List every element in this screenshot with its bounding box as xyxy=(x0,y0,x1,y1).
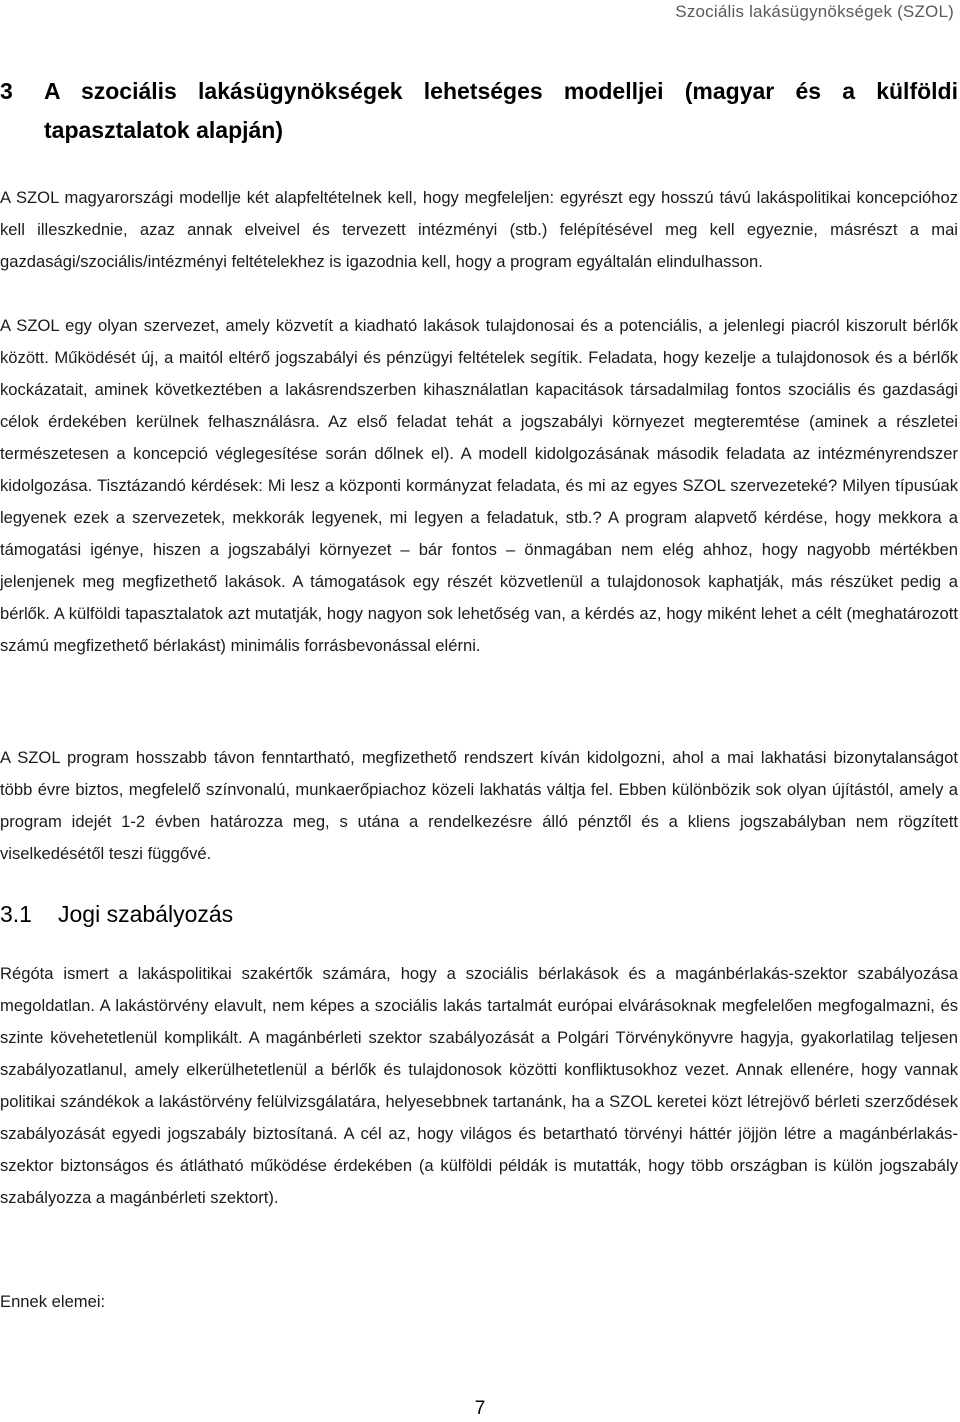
running-header: Szociális lakásügynökségek (SZOL) xyxy=(675,2,954,21)
body-paragraph: A SZOL magyarországi modellje két alapfeltételnek kell, hogy megfeleljen: egyrészt egy hosszú távú lakáspolitikai koncepcióhoz kell illeszkednie, azaz annak elveivel és tervezett intézményi (stb.) felépítésével meg kell egyeznie, másrészt a mai gazdasági/szociális/intézményi feltételekhez is igazodnia kell, hogy a program egyáltalán elindulhasson. xyxy=(0,188,958,271)
body-paragraph: Régóta ismert a lakáspolitikai szakértők számára, hogy a szociális bérlakások és a magánbérlakás-szektor szabályozása megoldatlan. A lakástörvény elavult, nem képes a szociális lakás tartalmát európai elvárásoknak megfelelően megfogalmazni, és szinte kövehetetlenül komplikált. A magánbérleti szektor szabályozását a Polgári Törvénykönyvre hagyja, gyakorlatilag teljesen szabályozatlanul, amely elkerülhetetlenül a bérlők és tulajdonosok közötti konfliktusokhoz vezet. Annak ellenére, hogy vannak politikai szándékok a lakástörvény felülvizsgálatára, helyesebbnek tartanánk, ha a SZOL keretei közt létrejövő bérleti szerződések szabályozását egyedi jogszabály biztosítaná. A cél az, hogy világos és betartható törvényi háttér jöjjön létre a magánbérlakás-szektor biztonságos és átlátható működése érdekében (a külföldi példák is mutatták, hogy több országban is külön jogszabály szabályozza a magánbérleti szektort). xyxy=(0,964,958,1207)
body-paragraph: Ennek elemei: xyxy=(0,1292,106,1311)
chapter-number: 3 xyxy=(0,78,13,104)
page-number: 7 xyxy=(474,1398,486,1419)
chapter-heading xyxy=(0,72,958,150)
section-title: Jogi szabályozás xyxy=(58,901,234,927)
section-number: 3.1 xyxy=(0,901,32,927)
chapter-title: A szociális lakásügynökségek lehetséges modelljei (magyar és a külföldi tapasztalatok alapján) xyxy=(44,78,958,143)
body-paragraph: A SZOL egy olyan szervezet, amely közvetít a kiadható lakások tulajdonosai és a potenciális, a jelenlegi piacról kiszorult bérlők között. Működését új, a maitól eltérő jogszabályi és pénzügyi feltételek segítik. Feladata, hogy kezelje a tulajdonosok és a bérlők kockázatait, aminek következtében a lakásrendszerben kihasználatlan kapacitások társadalmilag fontos szociális és gazdasági célok érdekében kerülnek felhasználásra. Az első feladat tehát a jogszabályi környezet megteremtése (aminek a részletei természetesen a koncepció véglegesítése során dőlnek el). A modell kidolgozásának második feladata az intézményrendszer kidolgozása. Tisztázandó kérdések: Mi lesz a központi kormányzat feladata, és mi az egyes SZOL szervezeteké? Milyen típusúak legyenek ezek a szervezetek, mekkorák legyenek, mi legyen a feladatuk, stb.? A program alapvető kérdése, hogy mekkora a támogatási igénye, hiszen a jogszabályi környezet – bár fontos – önmagában nem elég ahhoz, hogy nagyobb mértékben jelenjenek meg megfizethető lakások. A támogatások egy részét közvetlenül a tulajdonosok kaphatják, más részüket pedig a bérlők. A külföldi tapasztalatok azt mutatják, hogy nagyon sok lehetőség van, a kérdés az, hogy miként lehet a célt (meghatározott számú megfizethető bérlakást) minimális forrásbevonással elérni. xyxy=(0,316,958,655)
section-heading xyxy=(0,896,233,932)
body-paragraph: A SZOL program hosszabb távon fenntartható, megfizethető rendszert kíván kidolgozni, ahol a mai lakhatási bizonytalanságot több évre biztos, megfelelő színvonalú, munkaerőpiachoz közeli lakhatás váltja fel. Ebben különbözik sok olyan újítástól, amely a program idejét 1-2 évben határozza meg, s utána a rendelkezésre álló pénztől és a kliens jogszabályban nem rögzített viselkedésétől teszi függővé. xyxy=(0,748,958,863)
